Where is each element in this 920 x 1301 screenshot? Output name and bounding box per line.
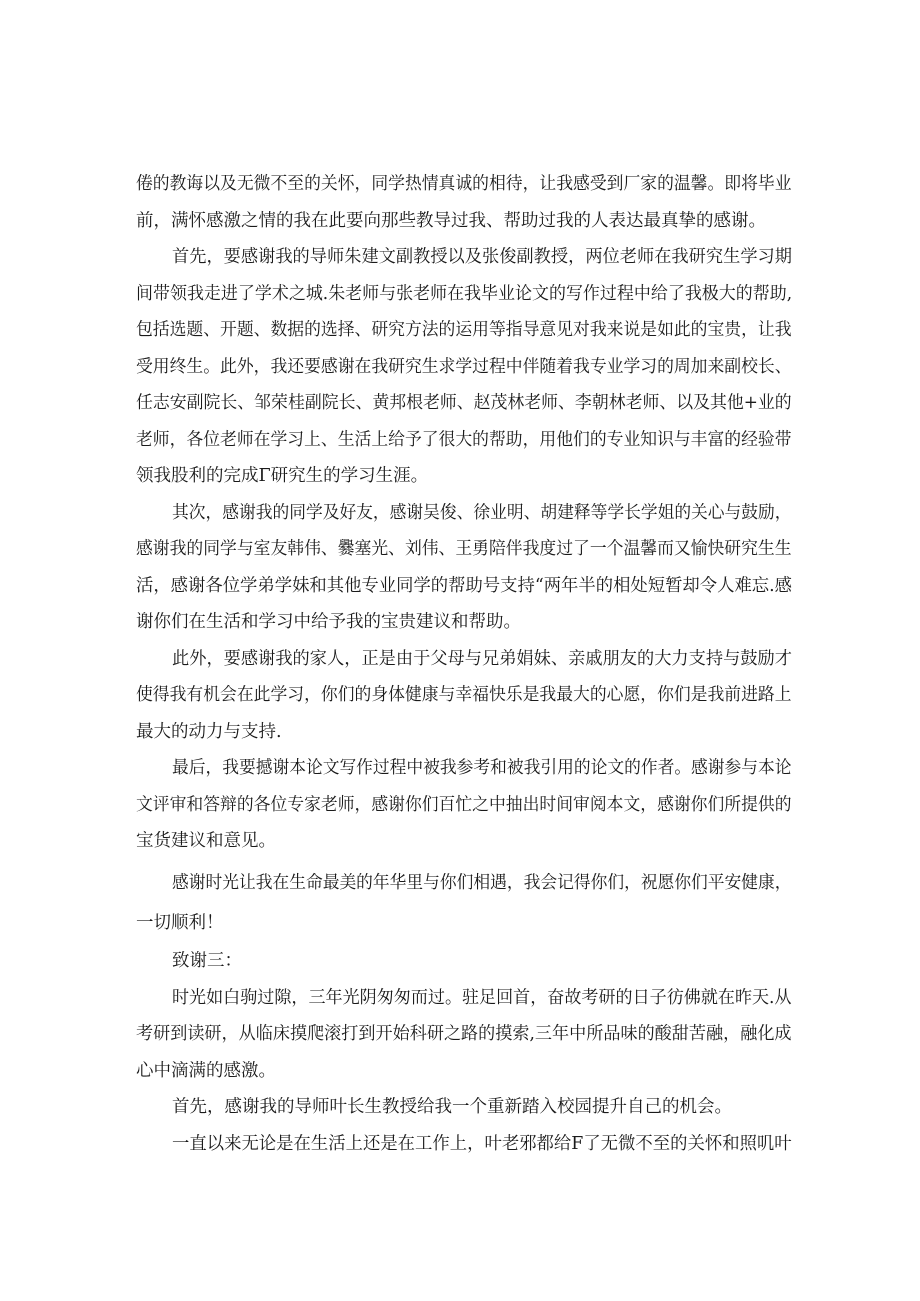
paragraph-start: 一直以来无论是在生活上还是在工作上，叶老邪都给F了无微不至的关怀和照叽叶: [172, 1134, 792, 1154]
paragraph-start: 首先，感谢我的导师叶长生教授给我一个重新踏入校园提升自己的机会。: [172, 1097, 732, 1117]
text-line: 间带领我走进了学术之城.朱老师与张老师在我毕业论文的写作过程中给了我极大的帮助,: [136, 284, 793, 304]
text-line: 领我股利的完成Γ研究生的学习生涯。: [136, 466, 429, 486]
text-line: 感谢我的同学与室友韩伟、爨塞光、刘伟、王勇陪伴我度过了一个温馨而又愉快研究生生: [136, 539, 792, 559]
section-heading: 致谢三：: [172, 951, 242, 971]
text-line: 老师，各位老师在学习上、生活上给予了很大的帮助，用他们的专业知识与丰富的经验带: [136, 430, 792, 450]
text-line: 一切顺利！: [136, 913, 224, 933]
paragraph-start: 其次，感谢我的同学及好友，感谢吴俊、徐业明、胡建释等学长学姐的关心与鼓励，: [172, 503, 792, 523]
text-line: 心中滴满的感激。: [136, 1061, 276, 1081]
text-line: 包括选题、开题、数据的选择、研究方法的运用等指导意见对我来说是如此的宝贵，让我: [136, 320, 792, 340]
text-line: 文评审和答辩的各位专家老师，感谢你们百忙之中抽出时间审阅本文，感谢你们所提供的: [136, 795, 792, 815]
paragraph-start: 首先，要感谢我的导师朱建文副教授以及张俊副教授，两位老师在我研究生学习期: [172, 247, 792, 267]
text-line: 谢你们在生活和学习中给予我的宝贵建议和帮助。: [136, 612, 521, 632]
text-line: 考研到读研，从临床摸爬滚打到开始科研之路的摸索,三年中所品味的酸甜苦融，融化成: [136, 1024, 792, 1044]
text-line: 受用终生。此外，我还要感谢在我研究生求学过程中伴随着我专业学习的周加来副校长、: [136, 357, 792, 377]
paragraph-start: 感谢时光让我在生命最美的年华里与你们相遇，我会记得你们，祝愿你们平安健康，: [172, 873, 792, 893]
paragraph-start: 最后，我要撼谢本论文写作过程中被我参考和被我引用的论文的作者。感谢参与本论: [172, 758, 792, 778]
text-line: 宝货建议和意见。: [136, 831, 276, 851]
text-line: 任志安副院长、邹荣桂副院长、黄邦根老师、赵茂林老师、李朝林老师、以及其他+业的: [136, 393, 792, 413]
text-line: 使得我有机会在此学习，你们的身体健康与幸福快乐是我最大的心愿，你们是我前进路上: [136, 685, 792, 705]
paragraph-start: 此外，要感谢我的家人，正是由于父母与兄弟娟妹、亲戚朋友的大力支持与鼓励才: [172, 649, 792, 669]
paragraph-start: 时光如白驹过隙，三年光阴匆匆而过。驻足回首，奋故考研的日子彷佛就在昨天.从: [172, 988, 792, 1008]
text-line: 前，满怀感激之情的我在此要向那些教导过我、帮助过我的人表达最真挚的感谢。: [136, 211, 766, 231]
text-line: 活，感谢各位学弟学妹和其他专业同学的帮助号支持“两年半的相处短暂却令人难忘.感: [136, 576, 792, 596]
text-line: 倦的教诲以及无微不至的关怀，同学热情真诚的相待，让我感受到厂家的温馨。即将毕业: [136, 174, 792, 194]
text-line: 最大的动力与支持.: [136, 722, 282, 742]
